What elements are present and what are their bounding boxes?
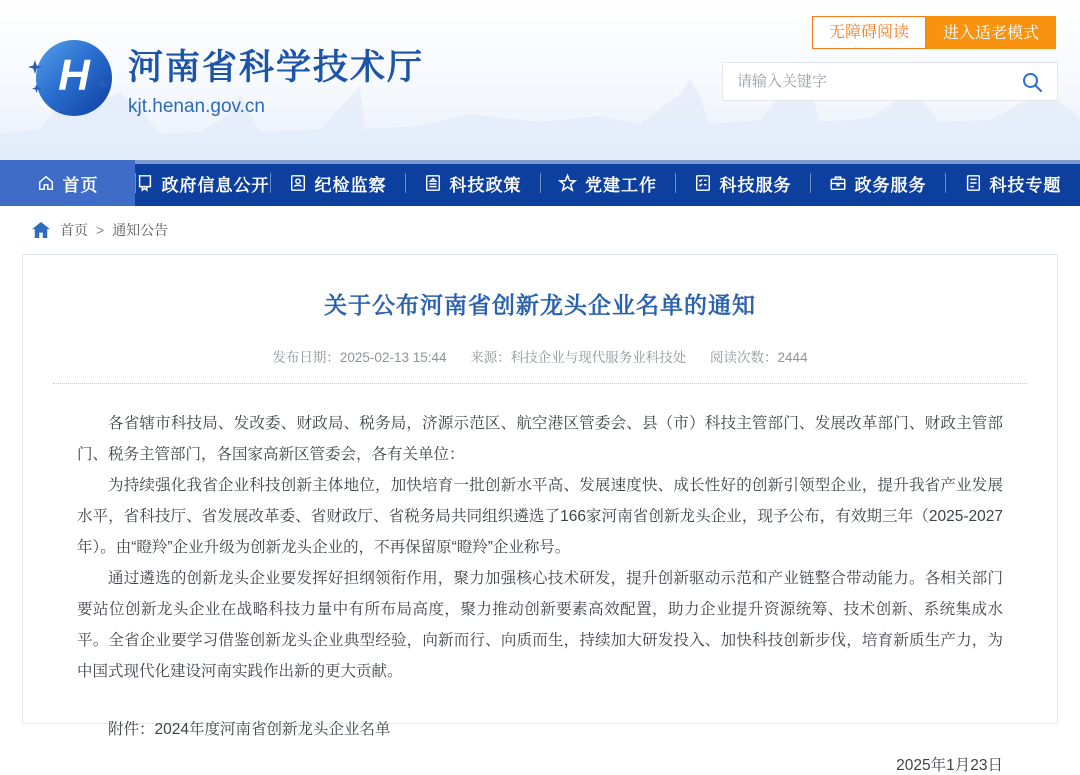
nav-item-tech-special-topic[interactable]: 科技专题: [945, 160, 1080, 206]
article-source: 来源：科技企业与现代服务业科技处: [470, 350, 687, 365]
view-count: 阅读次数：2444: [710, 350, 808, 365]
breadcrumb: [0, 206, 1080, 254]
tech-service-icon: [694, 174, 712, 192]
meta-divider: [53, 383, 1027, 384]
nav-item-tech-policy[interactable]: 科技政策: [405, 160, 540, 206]
breadcrumb-current[interactable]: 通知公告: [112, 222, 169, 238]
info-disclosure-icon: [136, 174, 154, 192]
gov-service-icon: [829, 174, 847, 192]
paragraph: 为持续强化我省企业科技创新主体地位，加快培育一批创新水平高、发展速度快、成长性好的创新引领型企业，提升我省产业发展水平，省科技厅、省发展改革委、省财政厅、省税务局共同组织遴选了166家河南省创新龙头企业，现予公布，有效期三年（2025-2027年）。由“瞪羚”企业升级为创新龙头企业的，不再保留原“瞪羚”企业称号。: [77, 477, 1003, 556]
home-icon: [37, 174, 55, 192]
site-search[interactable]: [722, 62, 1058, 101]
nav-item-discipline-inspection[interactable]: 纪检监察: [270, 160, 405, 206]
breadcrumb-home-link[interactable]: 首页: [60, 222, 88, 238]
article-card: [22, 254, 1058, 774]
article-title: 关于公布河南省创新龙头企业名单的通知: [324, 292, 756, 318]
site-logo: H: [28, 38, 110, 120]
nav-item-gov-service[interactable]: 政务服务: [810, 160, 945, 206]
party-building-icon: [558, 174, 577, 193]
search-icon[interactable]: [1021, 71, 1043, 93]
nav-item-tech-service[interactable]: 科技服务: [675, 160, 810, 206]
search-input[interactable]: [737, 73, 1021, 90]
accessibility-reading-button[interactable]: 无障碍阅读: [812, 16, 926, 49]
site-header: [0, 0, 1080, 160]
article-meta: [53, 346, 1027, 366]
attachment-link[interactable]: 附件：2024年度河南省创新龙头企业名单: [108, 721, 391, 738]
paragraph: 各省辖市科技局、发改委、财政局、税务局，济源示范区、航空港区管委会、县（市）科技主管部门、发展改革部门、财政主管部门、税务主管部门，各国家高新区管委会，各有关单位：: [77, 415, 1003, 463]
site-name[interactable]: 河南省科学技术厅: [128, 48, 425, 87]
special-topic-icon: [964, 174, 982, 192]
sign-date: 2025年1月23日: [896, 757, 1003, 774]
breadcrumb-separator: >: [96, 222, 105, 238]
breadcrumb-home-icon[interactable]: [32, 222, 50, 238]
site-url: kjt.henan.gov.cn: [128, 96, 265, 117]
paragraph: 通过遴选的创新龙头企业要发挥好担纲领衔作用，聚力加强核心技术研发，提升创新驱动示范和产业链整合带动能力。各相关部门要站位创新龙头企业在战略科技力量中有所布局高度，聚力推动创新要素高效配置，助力企业提升资源统筹、技术创新、系统集成水平。全省企业要学习借鉴创新龙头企业典型经验，向新而行、向质而生，持续加大研发投入、加快科技创新步伐，培育新质生产力，为中国式现代化建设河南实践作出新的更大贡献。: [77, 570, 1003, 680]
discipline-inspection-icon: [289, 174, 307, 192]
policy-icon: [424, 174, 442, 192]
main-nav: [0, 160, 1080, 206]
elder-mode-button[interactable]: 进入适老模式: [926, 16, 1056, 49]
nav-item-gov-info-disclosure[interactable]: 政府信息公开: [135, 160, 270, 206]
article-body: [77, 408, 1003, 687]
nav-item-home[interactable]: 首页: [0, 160, 135, 206]
publish-date: 发布日期：2025-02-13 15:44: [272, 350, 447, 365]
nav-item-party-building[interactable]: 党建工作: [540, 160, 675, 206]
